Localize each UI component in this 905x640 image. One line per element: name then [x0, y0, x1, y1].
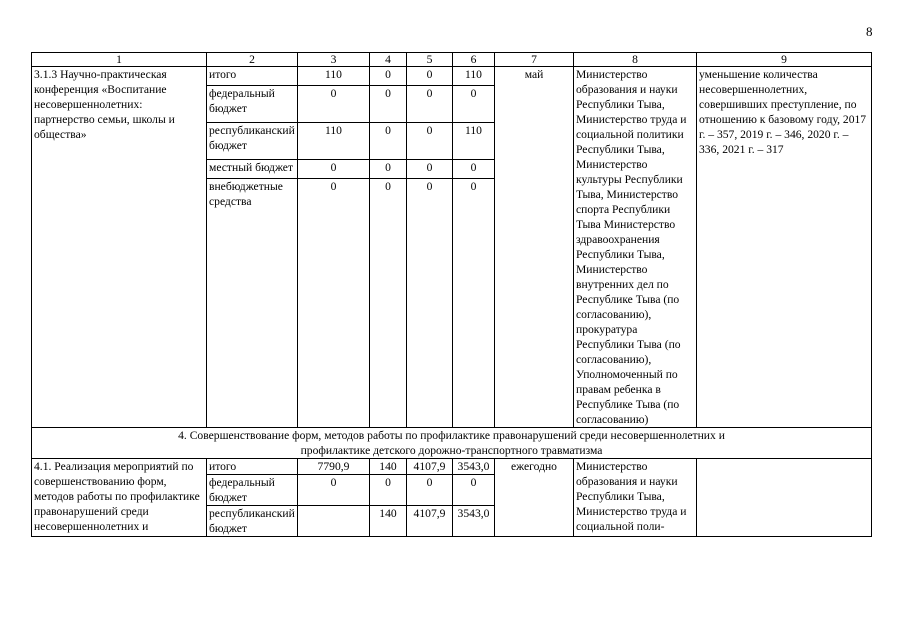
- block2-value: 140: [370, 459, 407, 475]
- block2-source: итого: [207, 459, 298, 475]
- header-col-6: 6: [453, 53, 495, 67]
- block2-value: 4107,9: [407, 506, 453, 537]
- header-col-5: 5: [407, 53, 453, 67]
- program-table: [31, 52, 872, 537]
- section-title-row: [32, 428, 872, 459]
- block2-value: 0: [453, 475, 495, 506]
- header-col-4: 4: [370, 53, 407, 67]
- block1-row-total: [32, 67, 872, 86]
- block1-source: республиканский бюджет: [207, 122, 298, 159]
- page-number: 8: [866, 24, 873, 39]
- block1-value: 0: [407, 122, 453, 159]
- block2-executors: Министерство образования и науки Республики Тыва, Министерство труда и социальной поли-: [574, 459, 697, 537]
- block1-value: 0: [453, 179, 495, 428]
- block1-value: 0: [370, 86, 407, 123]
- block2-value: 3543,0: [453, 506, 495, 537]
- block2-value: 0: [298, 475, 370, 506]
- header-col-8: 8: [574, 53, 697, 67]
- block2-source: республиканский бюджет: [207, 506, 298, 537]
- block2-deadline: ежегодно: [495, 459, 574, 537]
- header-col-2: 2: [207, 53, 298, 67]
- block1-value: 0: [407, 86, 453, 123]
- header-col-3: 3: [298, 53, 370, 67]
- block1-source: местный бюджет: [207, 159, 298, 178]
- block1-value: 110: [298, 122, 370, 159]
- block2-source: федеральный бюджет: [207, 475, 298, 506]
- block1-deadline: май: [495, 67, 574, 428]
- block1-value: 0: [370, 179, 407, 428]
- block2-row-total: [32, 459, 872, 475]
- block1-value: 0: [370, 67, 407, 86]
- block1-value: 0: [298, 159, 370, 178]
- block1-source: итого: [207, 67, 298, 86]
- block2-value: 0: [407, 475, 453, 506]
- block1-value: 0: [298, 179, 370, 428]
- block2-value: 3543,0: [453, 459, 495, 475]
- block2-value: 4107,9: [407, 459, 453, 475]
- block1-value: 110: [298, 67, 370, 86]
- block1-name: 3.1.3 Научно-практическая конференция «Воспитание несовершеннолетних: партнерство семьи, школы и общества»: [32, 67, 207, 428]
- block1-executors: Министерство образования и науки Республики Тыва, Министерство труда и социальной политики Республики Тыва, Министерство культуры Республики Тыва, Министерство спорта Республики Тыва Министерство здравоохранения Республики Тыва, Министерство внутренних дел по Республике Тыва (по согласованию), прокуратура Республики Тыва (по согласованию), Уполномоченный по правам ребенка в Республике Тыва (по согласованию): [574, 67, 697, 428]
- block1-value: 0: [407, 159, 453, 178]
- block2-name: 4.1. Реализация мероприятий по совершенствованию форм, методов работы по профилактике правонарушений среди несовершеннолетних и: [32, 459, 207, 537]
- block1-value: 0: [453, 159, 495, 178]
- block1-value: 0: [453, 86, 495, 123]
- header-row: [32, 53, 872, 67]
- block1-value: 110: [453, 67, 495, 86]
- header-col-9: 9: [697, 53, 872, 67]
- block1-value: 0: [407, 179, 453, 428]
- block1-value: 0: [298, 86, 370, 123]
- block2-value: 140: [370, 506, 407, 537]
- block1-value: 110: [453, 122, 495, 159]
- header-col-7: 7: [495, 53, 574, 67]
- block1-value: 0: [370, 159, 407, 178]
- block1-value: 0: [407, 67, 453, 86]
- block2-result: [697, 459, 872, 537]
- block1-source: федеральный бюджет: [207, 86, 298, 123]
- block2-value: [298, 506, 370, 537]
- block2-value: 0: [370, 475, 407, 506]
- block1-value: 0: [370, 122, 407, 159]
- block1-result: уменьшение количества несовершеннолетних, совершивших преступление, по отношению к базовому году, 2017 г. – 357, 2019 г. – 346, 2020 г. – 336, 2021 г. – 317: [697, 67, 872, 428]
- block1-source: внебюджетные средства: [207, 179, 298, 428]
- header-col-1: 1: [32, 53, 207, 67]
- block2-value: 7790,9: [298, 459, 370, 475]
- section4-title: 4. Совершенствование форм, методов работы по профилактике правонарушений среди несовершеннолетних и профилактике детского дорожно-транспортного травматизма: [32, 428, 872, 459]
